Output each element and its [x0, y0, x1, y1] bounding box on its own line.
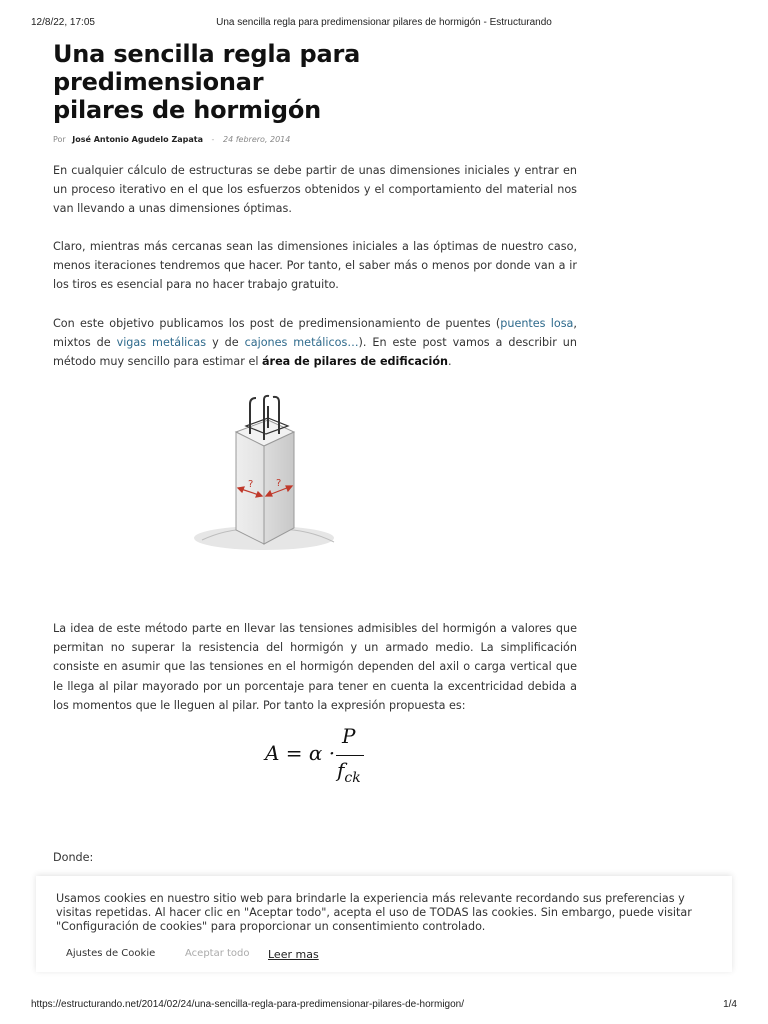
paragraph-3-bold: área de pilares de edificación	[262, 355, 448, 369]
concrete-column-illustration	[172, 350, 354, 562]
paragraph-2: Claro, mientras más cercanas sean las dimensiones iniciales a las óptimas de nuestro caso, menos iteraciones tendremos que hacer. Por tanto, el saber más o menos por donde van a ir los tiros es esencial para no hacer trabajo gratuito.	[53, 240, 577, 292]
paragraph-3-text-a: Con este objetivo publicamos los post de predimensionamiento de puentes (	[53, 317, 501, 330]
accept-all-button[interactable]: Aceptar todo	[185, 948, 250, 959]
formula-lhs: A = α ·	[265, 741, 336, 765]
paragraph-1: En cualquier cálculo de estructuras se debe partir de unas dimensiones iniciales y entrar en un proceso iterativo en el que los esfuerzos obtenidos y el comportamiento del material nos van llevando a unas dimensiones óptimas.	[53, 164, 577, 216]
cookie-banner	[36, 876, 732, 972]
article-title-line1: Una sencilla regla para predimensionar	[53, 40, 361, 96]
dimension-label-right: ?	[276, 478, 282, 489]
formula-denominator-sub: ck	[344, 770, 361, 786]
article	[53, 40, 577, 147]
formula-denominator-f: f	[337, 758, 345, 782]
print-footer	[31, 999, 737, 1013]
formula-denominator	[337, 758, 361, 786]
byline-prefix: Por	[53, 135, 66, 144]
print-page-title: Una sencilla regla para predimensionar pilares de hormigón - Estructurando	[216, 17, 552, 28]
link-puentes-losa[interactable]: puentes losa	[500, 317, 574, 330]
article-title	[53, 40, 577, 124]
dimension-label-left: ?	[248, 479, 254, 490]
cookie-settings-button[interactable]: Ajustes de Cookie	[66, 948, 156, 959]
formula-numerator: P	[342, 724, 356, 748]
print-page-number: 1/4	[723, 999, 737, 1010]
print-date: 12/8/22, 17:05	[31, 17, 95, 28]
author-link[interactable]: José Antonio Agudelo Zapata	[72, 135, 203, 144]
paragraph-4: La idea de este método parte en llevar las tensiones admisibles del hormigón a valores que permitan no superar la resistencia del hormigón y un armado medio. La simplificación consiste en asumir que las tensiones en el hormigón dependen del axil o carga vertical que le llega al pilar mayorado por un porcentaje para tener en cuenta la excentricidad debida a los momentos que le lleguen al pilar. Por tanto la expresión propuesta es:	[53, 622, 577, 712]
print-url: https://estructurando.net/2014/02/24/una-sencilla-regla-para-predimensionar-pilares-de-hormigon/	[31, 999, 465, 1010]
paragraph-3-text-d: ). En este post vamos a describir un método muy sencillo para estimar el	[53, 336, 577, 369]
byline	[53, 135, 577, 147]
article-title-line2: pilares de hormigón	[53, 96, 321, 124]
cookie-text: Usamos cookies en nuestro sitio web para brindarle la experiencia más relevante recordando sus preferencias y visitas repetidas. Al hacer clic en "Aceptar todo", acepta el uso de TODAS las cookies. Sin embargo, puede visitar "Configuración de cookies" para proporcionar un consentimiento controlado.	[56, 892, 692, 933]
byline-separator: -	[211, 135, 215, 144]
link-cajones-metalicos[interactable]: cajones metálicos…	[244, 336, 359, 350]
post-date: 24 febrero, 2014	[222, 135, 291, 144]
area-formula	[210, 724, 361, 786]
link-vigas-metalicas[interactable]: vigas metálicas	[116, 336, 207, 350]
donde-label: Donde:	[53, 851, 94, 864]
read-more-link[interactable]: Leer mas	[268, 948, 319, 961]
column-figure	[172, 350, 354, 562]
paragraph-3-text-c: y de	[206, 336, 245, 350]
paragraph-3-text-b: , mixtos de	[53, 317, 577, 350]
formula-fraction-bar	[336, 755, 364, 756]
print-header	[31, 17, 737, 31]
paragraph-3-text-e: .	[448, 355, 452, 369]
